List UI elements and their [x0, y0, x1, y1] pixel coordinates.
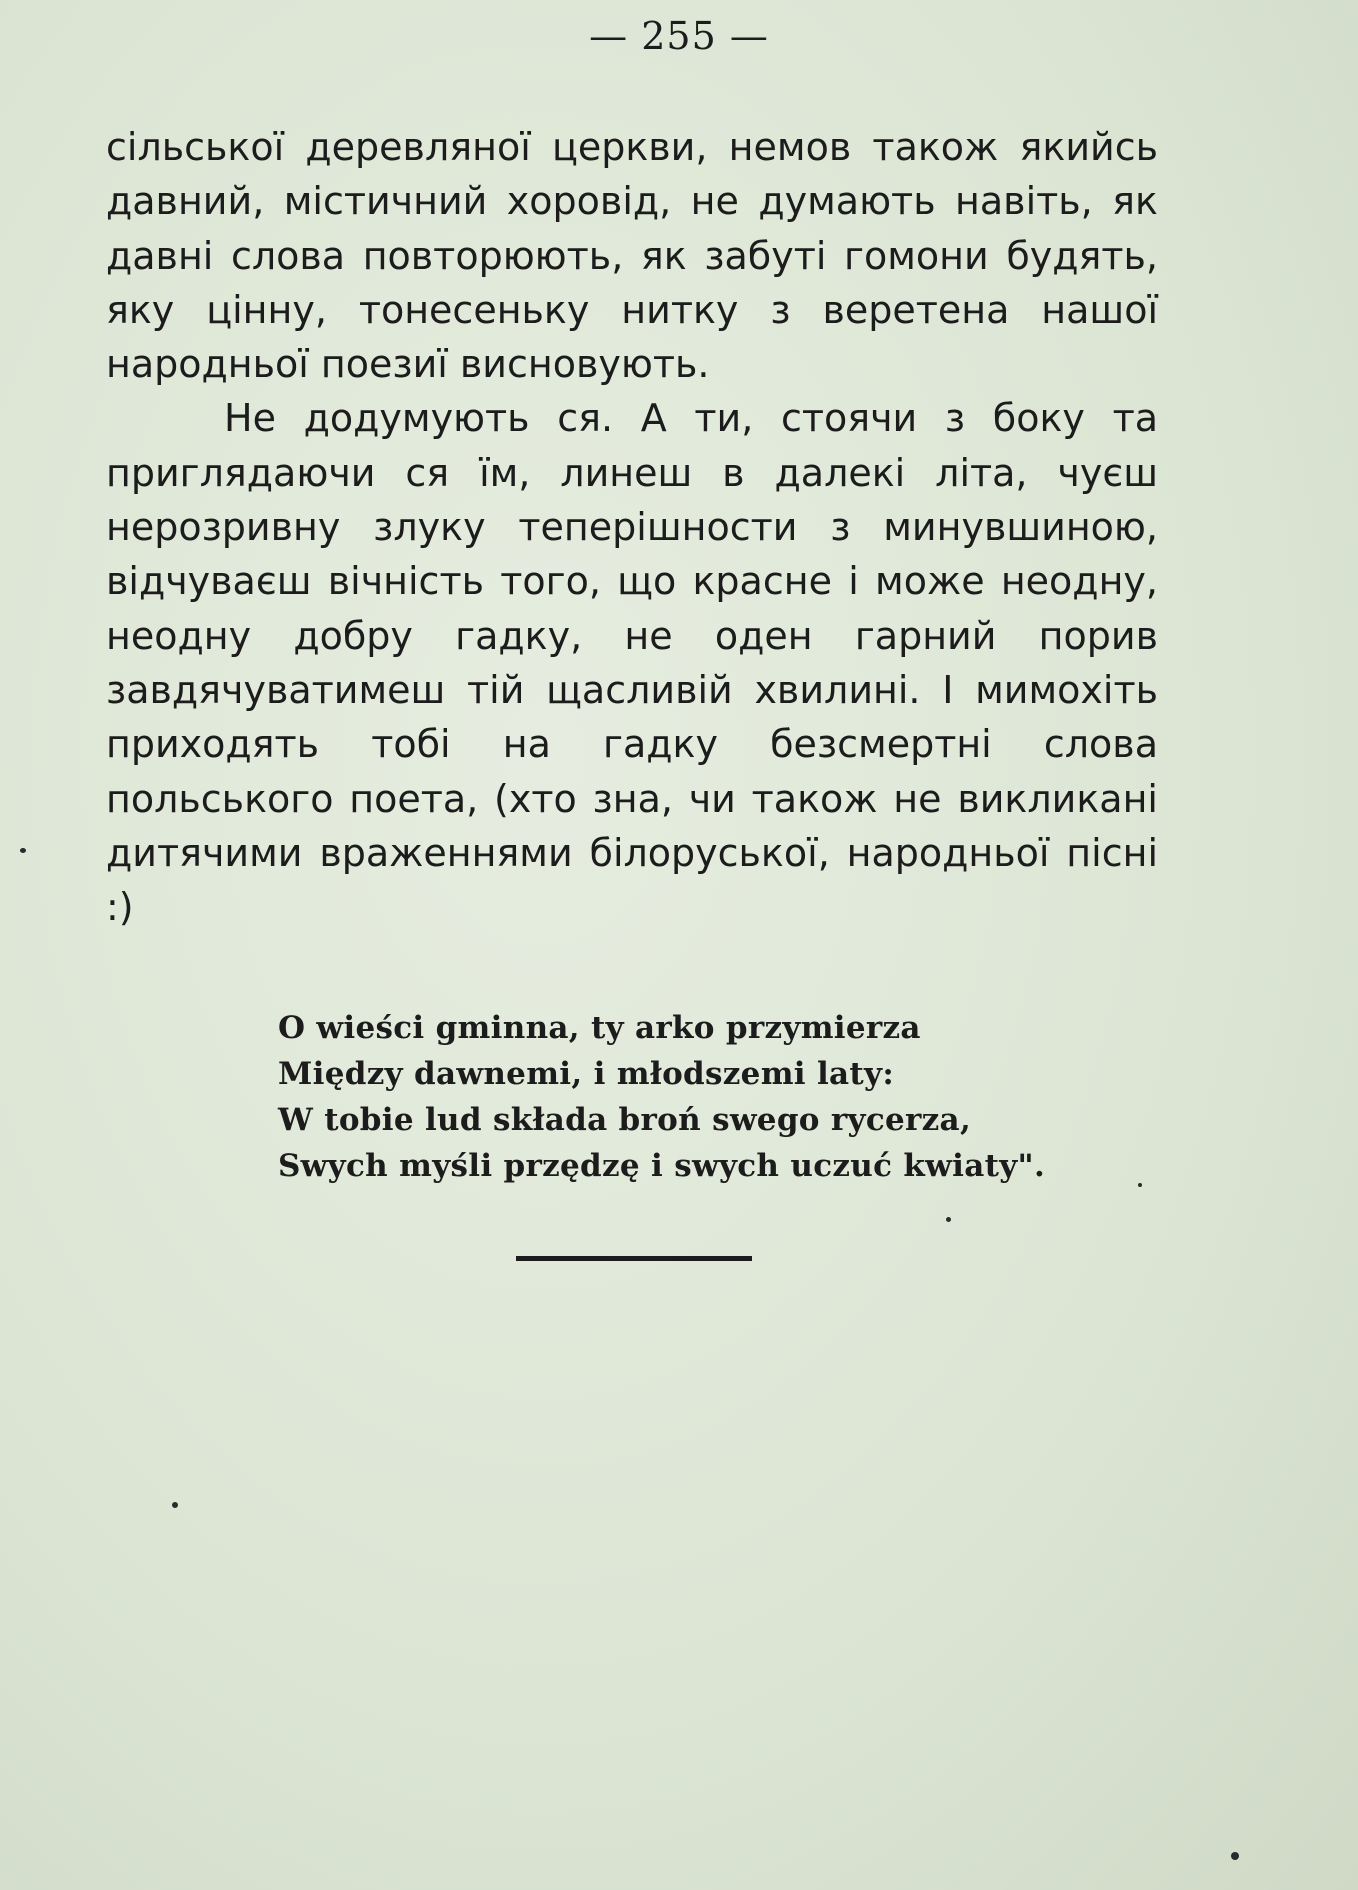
ink-speck	[172, 1502, 178, 1508]
verse-quote	[278, 1005, 1045, 1189]
verse-line: Swych myśli przędzę i swych uczuć kwiaty".	[278, 1148, 1046, 1184]
body-text	[106, 120, 1158, 934]
ink-speck	[946, 1217, 951, 1222]
verse-line: O wieści gminna, ty arko przymierza	[278, 1010, 921, 1046]
ink-speck	[20, 848, 26, 853]
paragraph: сільської деревляної церкви, немов також якийсь давний, містичний хоровід, не думають навіть, як давні слова повторюють, як забуті гомони будять, яку цінну, тонесеньку нитку з веретена нашої народньої поезиї висновують.	[106, 125, 1158, 387]
ink-speck	[1231, 1852, 1239, 1860]
paragraph: Не додумують ся. А ти, стоячи з боку та приглядаючи ся їм, линеш в далекі літа, чуєш нерозривну злуку теперішности з минувшиною, відчуваєш вічність того, що красне і може неодну, неодну добру гадку, не оден гарний порив завдячуватимеш тій щасливій хвилині. І мимохіть приходять тобі на гадку безсмертні слова польського поета, (хто зна, чи також не викликані дитячими враженнями білоруської, народньої пісні :)	[106, 396, 1158, 930]
section-divider	[516, 1256, 752, 1261]
verse-line: W tobie lud składa broń swego rycerza,	[278, 1102, 972, 1138]
verse-line: Między dawnemi, i młodszemi laty:	[278, 1056, 895, 1092]
page-number: — 255 —	[589, 14, 769, 58]
ink-speck	[1138, 1183, 1142, 1187]
